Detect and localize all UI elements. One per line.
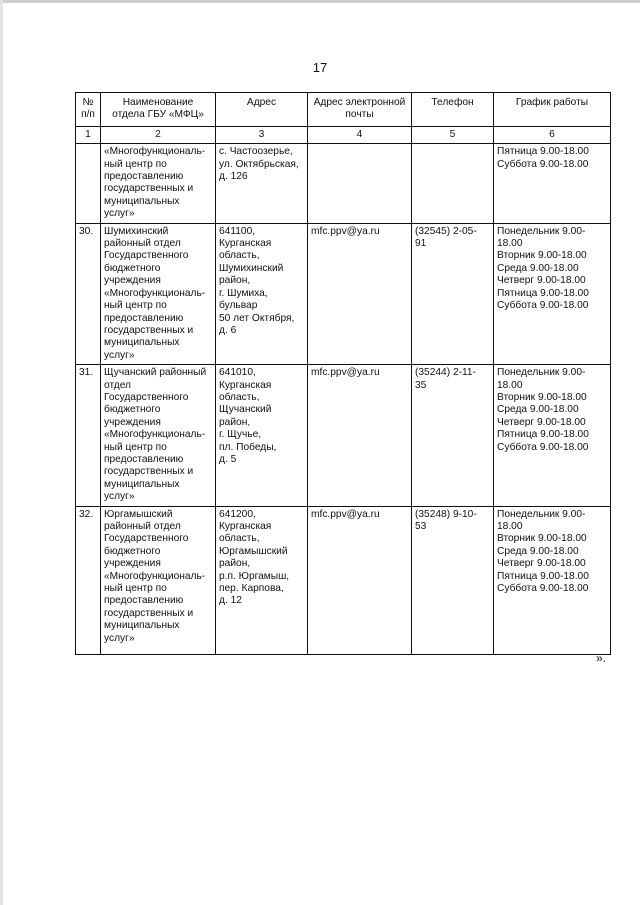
cell-text-line: Понедельник 9.00-	[497, 225, 586, 237]
cell-text-line: 53	[415, 521, 427, 532]
cell-text-line: Щучанский районный	[104, 367, 207, 379]
scan-edge-left	[0, 0, 3, 905]
header-text: Адрес электронной	[313, 97, 406, 108]
cell-text-line: Суббота 9.00-18.00	[497, 300, 589, 312]
cell-text-line: бюджетного	[104, 545, 161, 557]
cell-text-line: Шумихинский	[104, 225, 169, 237]
cell-text-line: ул. Октябрьская,	[219, 158, 299, 170]
column-number: 2	[101, 126, 216, 143]
email-cell	[308, 365, 412, 506]
header-cell-number	[76, 93, 101, 127]
cell-text-line: Щучанский	[219, 404, 272, 416]
header-text: почты	[345, 109, 374, 121]
office-name-cell	[101, 144, 216, 223]
header-cell-address	[216, 93, 308, 127]
email-cell	[308, 223, 412, 364]
cell-text-line: пл. Победы,	[219, 441, 277, 453]
cell-text-line: mfc.ppv@ya.ru	[311, 367, 380, 379]
cell-text-line: 32.	[79, 508, 94, 520]
email-cell	[308, 144, 412, 223]
header-text: Наименование	[122, 97, 194, 108]
cell-text-line: Курганская	[219, 521, 272, 532]
cell-text-line: Вторник 9.00-18.00	[497, 391, 587, 403]
cell-text-line: предоставлению	[104, 171, 184, 183]
cell-text-line: Государственного	[104, 250, 189, 262]
cell-text-line: район,	[219, 416, 251, 428]
cell-text-line: муниципальных	[104, 478, 180, 490]
row-number-cell	[76, 506, 101, 654]
cell-text-line: учреждения	[104, 275, 161, 287]
column-number: 4	[308, 126, 412, 143]
table-row	[76, 223, 611, 364]
cell-text-line: 30.	[79, 225, 94, 237]
row-number-cell	[76, 223, 101, 364]
cell-text-line: Суббота 9.00-18.00	[497, 441, 589, 453]
cell-text-line: услуг»	[104, 208, 135, 220]
phone-cell	[412, 506, 494, 654]
cell-text-line: Юргамышский	[104, 508, 173, 520]
cell-text-line: Курганская	[219, 238, 272, 250]
cell-text-line: услуг»	[104, 349, 135, 361]
column-number: 6	[494, 126, 611, 143]
row-number-cell	[76, 365, 101, 506]
address-cell	[216, 365, 308, 506]
cell-text-line: 50 лет Октября,	[219, 312, 295, 324]
cell-text-line: бюджетного	[104, 404, 161, 416]
cell-text-line: область,	[219, 533, 260, 545]
cell-text-line: ный центр по	[104, 300, 167, 312]
cell-text-line: Понедельник 9.00-	[497, 367, 586, 379]
table-row	[76, 365, 611, 506]
schedule-cell	[494, 365, 611, 506]
cell-text-line: ный центр по	[104, 583, 167, 595]
cell-text-line: Четверг 9.00-18.00	[497, 275, 586, 287]
cell-text-line: Пятница 9.00-18.00	[497, 287, 589, 299]
cell-text-line: «Многофункциональ-	[104, 287, 206, 299]
cell-text-line: Суббота 9.00-18.00	[497, 583, 589, 595]
phone-cell	[412, 365, 494, 506]
cell-text-line: услуг»	[104, 491, 135, 503]
cell-text-line: mfc.ppv@ya.ru	[311, 508, 380, 520]
column-number: 1	[76, 126, 101, 143]
cell-text-line: «Многофункциональ-	[104, 146, 206, 158]
cell-text-line: Среда 9.00-18.00	[497, 545, 579, 557]
cell-text-line: услуг»	[104, 632, 135, 644]
scan-edge-top	[0, 0, 640, 3]
cell-text-line: (35248) 9-10-	[415, 508, 477, 520]
header-text: п/п	[81, 109, 95, 121]
office-name-cell	[101, 223, 216, 364]
cell-text-line: д. 126	[219, 171, 248, 183]
cell-text-line: Государственного	[104, 391, 189, 403]
cell-text-line: районный отдел	[104, 521, 181, 532]
cell-text-line: г. Шумиха,	[219, 287, 268, 299]
cell-text-line: Вторник 9.00-18.00	[497, 533, 587, 545]
cell-text-line: ный центр по	[104, 441, 167, 453]
cell-text-line: Четверг 9.00-18.00	[497, 558, 586, 570]
cell-text-line: государственных и	[104, 607, 194, 619]
cell-text-line: область,	[219, 250, 260, 262]
column-numbers-row	[76, 126, 611, 143]
cell-text-line: отдел	[104, 379, 131, 391]
address-cell	[216, 506, 308, 654]
cell-text-line: район,	[219, 275, 251, 287]
address-cell	[216, 144, 308, 223]
phone-cell	[412, 223, 494, 364]
header-cell-name	[101, 93, 216, 127]
cell-text-line: 91	[415, 238, 427, 250]
cell-text-line: Среда 9.00-18.00	[497, 404, 579, 416]
cell-text-line: государственных и	[104, 183, 194, 195]
office-name-cell	[101, 365, 216, 506]
cell-text-line: д. 12	[219, 595, 242, 607]
cell-text-line: д. 6	[219, 324, 237, 336]
header-text: №	[82, 97, 94, 108]
cell-text-line: Пятница 9.00-18.00	[497, 146, 589, 158]
cell-text-line: 641100,	[219, 225, 256, 237]
header-text: Адрес	[246, 97, 277, 108]
schedule-cell	[494, 506, 611, 654]
cell-text-line: г. Щучье,	[219, 429, 262, 441]
header-cell-phone	[412, 93, 494, 127]
cell-text-line: mfc.ppv@ya.ru	[311, 225, 380, 237]
cell-text-line: предоставлению	[104, 595, 184, 607]
cell-text-line: «Многофункциональ-	[104, 429, 206, 441]
cell-text-line: Среда 9.00-18.00	[497, 262, 579, 274]
cell-text-line: бульвар	[219, 300, 258, 312]
cell-text-line: государственных и	[104, 466, 194, 478]
column-number: 5	[412, 126, 494, 143]
cell-text-line: Суббота 9.00-18.00	[497, 158, 589, 170]
cell-text-line: Четверг 9.00-18.00	[497, 416, 586, 428]
cell-text-line: 31.	[79, 367, 94, 379]
email-cell	[308, 506, 412, 654]
cell-text-line: 18.00	[497, 238, 523, 250]
cell-text-line: с. Частоозерье,	[219, 146, 293, 158]
phone-cell	[412, 144, 494, 223]
table-body	[76, 126, 611, 654]
cell-text-line: предоставлению	[104, 312, 184, 324]
table-row	[76, 144, 611, 223]
cell-text-line: ный центр по	[104, 158, 167, 170]
table-row	[76, 506, 611, 654]
cell-text-line: районный отдел	[104, 238, 181, 250]
header-cell-email	[308, 93, 412, 127]
page-number: 17	[312, 60, 328, 75]
cell-text-line: Пятница 9.00-18.00	[497, 570, 589, 582]
cell-text-line: бюджетного	[104, 262, 161, 274]
cell-text-line: район,	[219, 558, 251, 570]
cell-text-line: Курганская	[219, 379, 272, 391]
cell-text-line: область,	[219, 391, 260, 403]
cell-text-line: муниципальных	[104, 195, 180, 207]
cell-text-line: Шумихинский	[219, 262, 284, 274]
cell-text-line: «Многофункциональ-	[104, 570, 206, 582]
header-text: отдела ГБУ «МФЦ»	[112, 109, 204, 121]
cell-text-line: 18.00	[497, 521, 523, 532]
header-text: График работы	[515, 97, 589, 108]
cell-text-line: 641010,	[219, 367, 256, 379]
header-row	[76, 93, 611, 127]
header-text: Телефон	[431, 97, 474, 108]
cell-text-line: Пятница 9.00-18.00	[497, 429, 589, 441]
mfc-offices-table	[75, 92, 611, 655]
cell-text-line: учреждения	[104, 558, 161, 570]
cell-text-line: муниципальных	[104, 337, 180, 349]
cell-text-line: (32545) 2-05-	[415, 225, 477, 237]
cell-text-line: д. 5	[219, 453, 237, 465]
closing-quote-mark: ».	[596, 651, 607, 665]
cell-text-line: Юргамышский	[219, 545, 288, 557]
cell-text-line: Государственного	[104, 533, 189, 545]
cell-text-line: Вторник 9.00-18.00	[497, 250, 587, 262]
office-name-cell	[101, 506, 216, 654]
cell-text-line: (35244) 2-11-	[415, 367, 476, 379]
cell-text-line: муниципальных	[104, 620, 180, 632]
cell-text-line: предоставлению	[104, 453, 184, 465]
cell-text-line: пер. Карпова,	[219, 583, 284, 595]
column-number: 3	[216, 126, 308, 143]
cell-text-line: государственных и	[104, 324, 194, 336]
schedule-cell	[494, 223, 611, 364]
cell-text-line: 35	[415, 379, 427, 391]
cell-text-line: р.п. Юргамыш,	[219, 570, 290, 582]
header-cell-schedule	[494, 93, 611, 127]
cell-text-line: Понедельник 9.00-	[497, 508, 586, 520]
address-cell	[216, 223, 308, 364]
row-number-cell	[76, 144, 101, 223]
schedule-cell	[494, 144, 611, 223]
cell-text-line: учреждения	[104, 416, 161, 428]
cell-text-line: 641200,	[219, 508, 256, 520]
cell-text-line: 18.00	[497, 379, 523, 391]
